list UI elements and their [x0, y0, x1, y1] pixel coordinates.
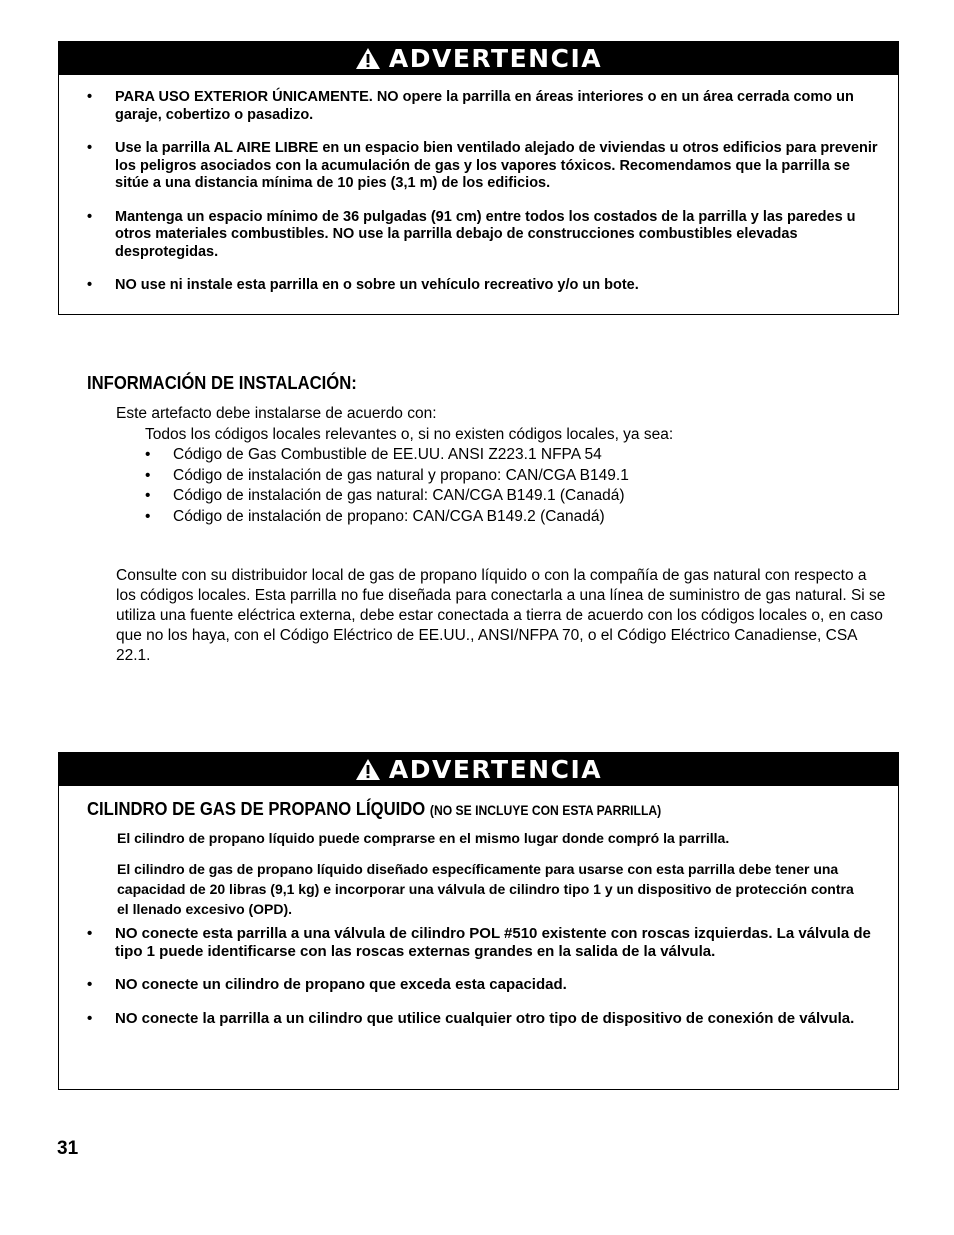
warning-header [59, 753, 898, 786]
install-heading: INFORMACIÓN DE INSTALACIÓN: [87, 372, 357, 393]
install-intro: Este artefacto debe instalarse de acuerdo con: [116, 405, 437, 422]
list-item: • NO conecte un cilindro de propano que exceda esta capacidad. [87, 976, 567, 993]
consult-paragraph: Consulte con su distribuidor local de gas de propano líquido o con la compañía de gas natural con respecto a los códigos locales. Esta parrilla no fue diseñada para conectarla a una línea de suministro de gas natural. Si se utiliza una fuente eléctrica externa, debe estar conectada a tierra de acuerdo con los códigos locales o, en caso que no los haya, con el Código Eléctrico de EE.UU., ANSI/NFPA 70, o el Código Eléctrico Canadiense, CSA 22.1. [116, 567, 886, 664]
cylinder-heading-note: (NO SE INCLUYE CON ESTA PARRILLA) [429, 803, 662, 818]
page-number: 31 [57, 1138, 79, 1159]
list-item: • NO conecte esta parrilla a una válvula de cilindro POL #510 existente con roscas izquierdas. La válvula de tipo 1 puede identificarse con las roscas externas grandes en la salida de la válvula. [87, 925, 871, 960]
warning-title: ADVERTENCIA [388, 755, 603, 784]
list-item: • Código de Gas Combustible de EE.UU. ANSI Z223.1 NFPA 54 [145, 446, 602, 463]
install-intro-codes: Todos los códigos locales relevantes o, si no existen códigos locales, ya sea: [145, 426, 674, 443]
cylinder-heading: CILINDRO DE GAS DE PROPANO LÍQUIDO (NO SE INCLUYE CON ESTA PARRILLA) [87, 798, 662, 819]
cylinder-spec-paragraph: El cilindro de gas de propano líquido diseñado específicamente para usarse con esta parrilla debe tener una capacidad de 20 libras (9,1 kg) e incorporar una válvula de cilindro tipo 1 y un dispositivo de protección contra el llenado excesivo (OPD). [117, 861, 854, 917]
list-item: • Código de instalación de gas natural y propano: CAN/CGA B149.1 [145, 466, 629, 484]
cylinder-paragraph: El cilindro de propano líquido puede comprarse en el mismo lugar donde compró la parrilla. [117, 830, 730, 846]
codes-list [145, 445, 629, 527]
list-item: • Mantenga un espacio mínimo de 36 pulgadas (91 cm) entre todos los costados de la parrilla y las paredes u otros materiales combustibles. NO use la parrilla debajo de construcciones combustibles elevadas desprotegidas. [87, 208, 856, 260]
warning-list [59, 925, 898, 1043]
list-item: • Código de instalación de propano: CAN/CGA B149.2 (Canadá) [145, 507, 605, 525]
warning-header [59, 42, 898, 75]
list-item: • Código de instalación de gas natural: CAN/CGA B149.1 (Canadá) [145, 487, 625, 504]
list-item: • NO use ni instale esta parrilla en o sobre un vehículo recreativo y/o un bote. [87, 277, 639, 293]
list-item: • NO conecte la parrilla a un cilindro que utilice cualquier otro tipo de dispositivo de conexión de válvula. [87, 1009, 855, 1027]
warning-box-propane-cylinder [58, 752, 899, 1090]
list-item: • PARA USO EXTERIOR ÚNICAMENTE. NO opere la parrilla en áreas interiores o en un área cerrada como un garaje, cobertizo o pasadizo. [87, 89, 854, 123]
list-item: • Use la parrilla AL AIRE LIBRE en un espacio bien ventilado alejado de viviendas u otros edificios para prevenir los peligros asociados con la acumulación de gas y los vapores tóxicos. Recomendamos que la parrilla se sitúe a una distancia mínima de 10 pies (3,1 m) de los edificios. [87, 140, 878, 191]
warning-triangle-icon [355, 758, 381, 781]
warning-box-outdoor-use [58, 41, 899, 315]
warning-list [59, 75, 898, 295]
warning-title: ADVERTENCIA [388, 44, 603, 73]
warning-triangle-icon [355, 47, 381, 70]
